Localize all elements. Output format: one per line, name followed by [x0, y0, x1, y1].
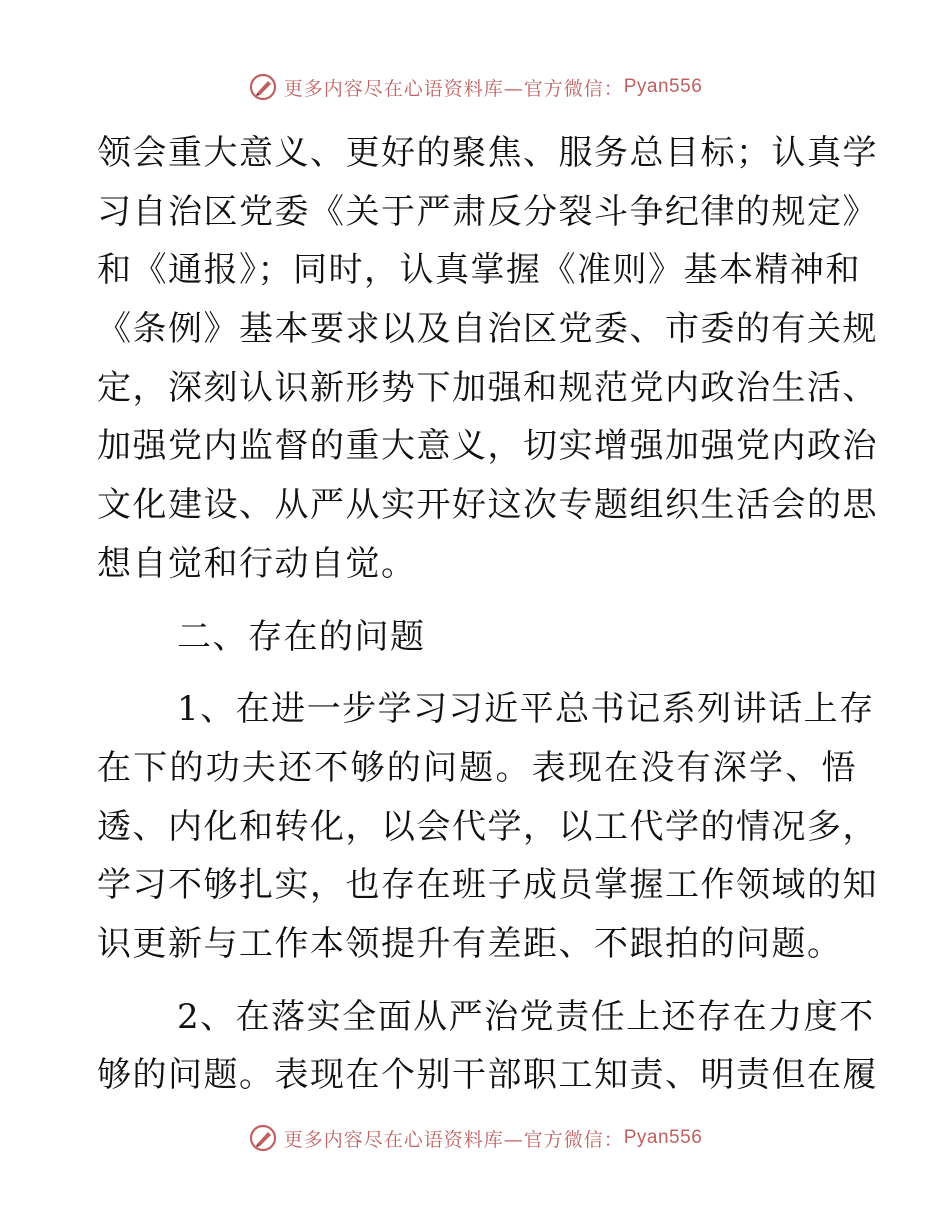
- text-line: 领会重大意义、更好的聚焦、服务总目标；认真学: [97, 133, 878, 173]
- text-line: 学习不够扎实，也存在班子成员掌握工作领域的知: [97, 865, 878, 906]
- text-line: 加强党内监督的重大意义，切实增强加强党内政治: [97, 426, 878, 467]
- text-line: 文化建设、从严从实开好这次专题组织生活会的思: [97, 485, 878, 526]
- paragraph: [97, 124, 878, 594]
- text-line: 够的问题。表现在个别干部职工知责、明责但在履: [97, 1055, 878, 1096]
- text-line: 在下的功夫还不够的问题。表现在没有深学、悟: [97, 747, 857, 788]
- document-body: [97, 124, 878, 1105]
- text-line: 1、在进一步学习习近平总书记系列讲话上存: [177, 689, 875, 730]
- text-line: 想自觉和行动自觉。: [97, 543, 417, 584]
- text-line: 《条例》基本要求以及自治区党委、市委的有关规: [97, 309, 878, 350]
- watermark-wechat-id: Pyan556: [623, 76, 703, 97]
- paragraph: [97, 680, 878, 973]
- text-line: 和《通报》；同时，认真掌握《准则》基本精神和: [97, 250, 861, 291]
- watermark-text: 更多内容尽在心语资料库—官方微信：: [283, 1128, 624, 1151]
- pen-logo-icon: [248, 1123, 278, 1153]
- paragraph: [97, 988, 878, 1105]
- section-heading: 二、存在的问题: [177, 616, 426, 657]
- pen-logo-icon: [248, 72, 278, 102]
- text-line: 识更新与工作本领提升有差距、不跟拍的问题。: [97, 923, 843, 964]
- watermark-wechat-id: Pyan556: [623, 1127, 703, 1148]
- text-line: 定，深刻认识新形势下加强和规范党内政治生活、: [97, 367, 878, 408]
- text-line: 习自治区党委《关于严肃反分裂斗争纪律的规定》: [97, 191, 878, 232]
- watermark-header: [0, 72, 950, 102]
- text-line: 2、在落实全面从严治党责任上还存在力度不: [177, 996, 875, 1037]
- watermark-text: 更多内容尽在心语资料库—官方微信：: [283, 77, 624, 100]
- text-line: 透、内化和转化，以会代学，以工代学的情况多，: [97, 806, 878, 847]
- watermark-footer: [0, 1123, 950, 1153]
